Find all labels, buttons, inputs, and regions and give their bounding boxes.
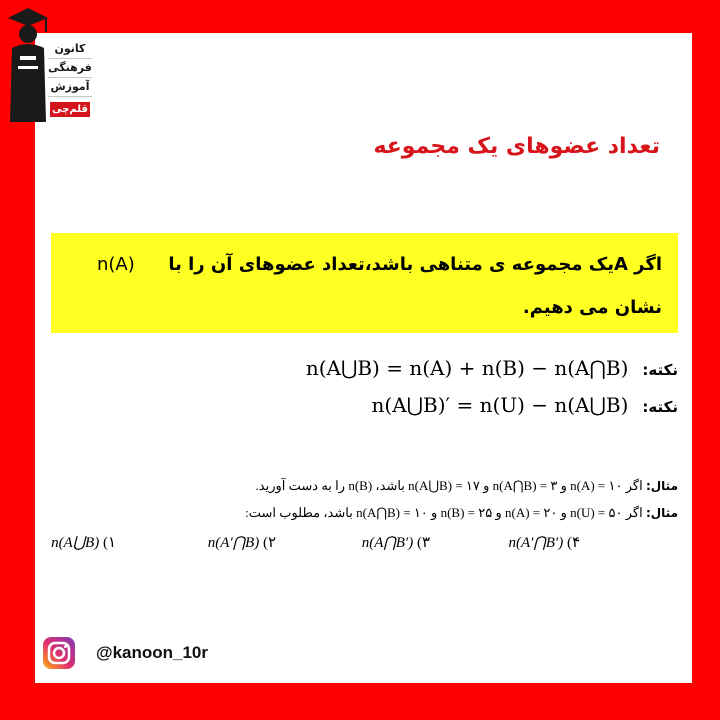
option-3 [362, 533, 430, 552]
logo-line-3: آموزش [48, 78, 92, 97]
definition-line-1: اگر Aیک مجموعه ی متناهی باشد،تعداد عضوهای آن را با [168, 254, 662, 275]
note-1 [306, 356, 678, 380]
example-1 [256, 478, 678, 494]
option-expression: n(A⋃B) [51, 535, 100, 551]
kanoon-logo [6, 4, 92, 124]
option-number: ۱) [102, 535, 116, 551]
note-formula: n(A⋃B)′ = n(U) − n(A⋃B) [371, 393, 629, 417]
example-text: اگر n(A) = ۱۰ و n(A⋂B) = ۳ و n(A⋃B) = ۱۷ باشد، n(B) را به دست آورید. [255, 478, 643, 493]
option-expression: n(A′⋂B) [207, 535, 260, 551]
graduate-figure-icon [6, 4, 50, 122]
instagram-icon[interactable] [43, 637, 75, 669]
example-label: مثال: [645, 506, 678, 520]
option-number: ۳) [416, 535, 430, 551]
option-number: ۲) [262, 535, 276, 551]
logo-text [48, 40, 92, 117]
example-text: اگر n(U) = ۵۰ و n(A) = ۲۰ و n(B) = ۲۵ و n(A⋂B) = ۱۰ باشد، مطلوب است: [245, 505, 643, 520]
option-2 [208, 533, 276, 552]
page-title: تعداد عضوهای یک مجموعه [373, 134, 660, 159]
logo-line-1: کانون [48, 40, 92, 59]
instagram-handle[interactable]: @kanoon_10r [96, 643, 209, 662]
option-expression: n(A′⋂B′) [508, 535, 564, 551]
definition-expression: n(A) [97, 254, 135, 275]
option-number: ۴) [566, 535, 580, 551]
option-1 [51, 533, 116, 552]
option-expression: n(A⋂B′) [361, 535, 414, 551]
option-4 [509, 533, 581, 552]
note-label: نکته: [642, 398, 678, 416]
note-2 [372, 393, 678, 417]
logo-line-2: فرهنگی [48, 59, 92, 78]
note-formula: n(A⋃B) = n(A) + n(B) − n(A⋂B) [305, 356, 629, 380]
example-label: مثال: [645, 479, 678, 493]
definition-box [51, 233, 678, 333]
definition-line-2: نشان می دهیم. [522, 297, 662, 318]
note-label: نکته: [642, 361, 678, 379]
example-2 [245, 505, 678, 521]
logo-tag: قلم‌چی [52, 104, 88, 115]
